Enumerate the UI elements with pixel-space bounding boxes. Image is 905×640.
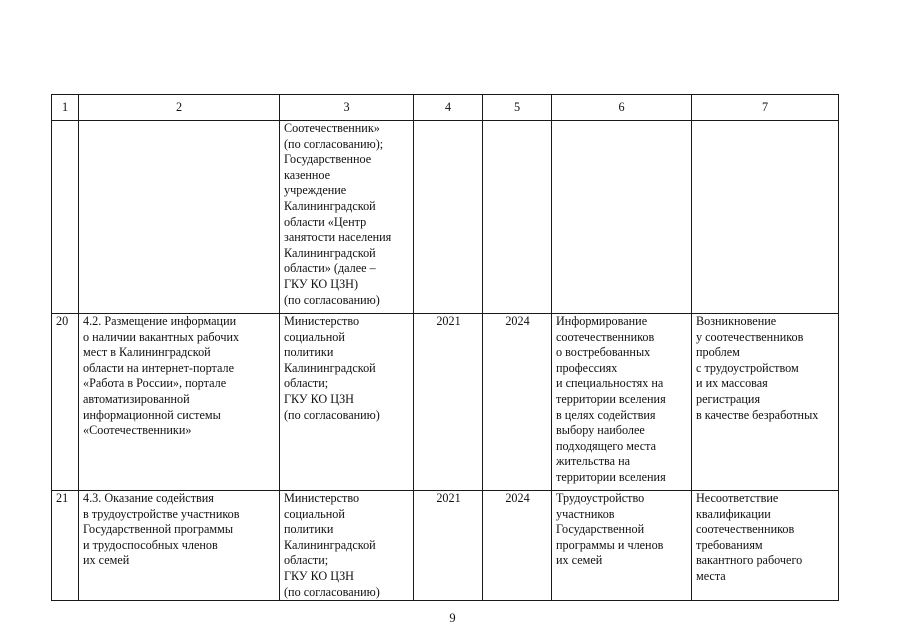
executor-line: области» (далее – [284, 261, 376, 276]
executor-line: социальной [284, 329, 345, 344]
measure-line: мест в Калининградской [83, 345, 211, 360]
start-year-cell: 2021 [414, 491, 483, 601]
column-number-row [52, 95, 839, 121]
result-line: и специальностях на [556, 376, 664, 391]
result-line: соотечественников [556, 329, 655, 344]
executor-line: Калининградской [284, 245, 376, 260]
result-line: в целях содействия [556, 407, 656, 422]
executor-line: Калининградской [284, 360, 376, 375]
column-number-cell: 4 [414, 95, 483, 121]
executor-line: области «Центр [284, 214, 367, 229]
executor-line: Государственное [284, 152, 372, 167]
result-line: о востребованных [556, 345, 651, 360]
measure-line: автоматизированной [83, 391, 190, 406]
result-line: выбору наиболее [556, 423, 645, 438]
row-number-cell [52, 121, 79, 314]
risk-line: и их массовая [696, 376, 768, 391]
result-line: Информирование [556, 314, 648, 328]
result-cell [552, 491, 692, 601]
program-measures-table [51, 94, 839, 601]
executor-line: (по согласованию) [284, 584, 380, 599]
executor-line: ГКУ КО ЦЗН [284, 391, 354, 406]
measure-cell [79, 491, 280, 601]
executor-line: социальной [284, 506, 345, 521]
risk-line: проблем [696, 345, 740, 360]
table-row [52, 314, 839, 491]
executor-line: ГКУ КО ЦЗН) [284, 276, 359, 291]
risk-line: требованиям [696, 537, 763, 552]
page-number: 9 [449, 611, 456, 625]
risk-cell [692, 491, 839, 601]
measure-line: и трудоспособных членов [83, 537, 218, 552]
executor-line: политики [284, 345, 334, 360]
executor-line: (по согласованию) [284, 292, 380, 307]
column-number-cell: 7 [692, 95, 839, 121]
executor-cell [280, 491, 414, 601]
executor-cell [280, 314, 414, 491]
result-cell [552, 314, 692, 491]
row-number-cell: 21 [52, 491, 79, 601]
executor-line: Калининградской [284, 537, 376, 552]
measure-line: их семей [83, 553, 130, 568]
measure-cell [79, 121, 280, 314]
measure-line: области на интернет-портале [83, 360, 234, 375]
measure-line: Государственной программы [83, 522, 234, 537]
result-line: профессиях [556, 360, 618, 375]
start-year-cell [414, 121, 483, 314]
measure-line: «Работа в России», портале [83, 376, 227, 391]
executor-line: ГКУ КО ЦЗН [284, 568, 354, 583]
executor-line: политики [284, 522, 334, 537]
result-line: программы и членов [556, 537, 664, 552]
column-number-cell: 5 [483, 95, 552, 121]
measure-line: 4.3. Оказание содействия [83, 491, 214, 505]
executor-line: Министерство [284, 491, 360, 505]
executor-line: Министерство [284, 314, 360, 328]
result-line: жительства на [556, 454, 631, 469]
start-year-cell: 2021 [414, 314, 483, 491]
measure-line: информационной системы [83, 407, 221, 422]
executor-line: (по согласованию) [284, 407, 380, 422]
risk-cell [692, 121, 839, 314]
result-line: Государственной [556, 522, 645, 537]
executor-line: казенное [284, 167, 331, 182]
measure-line: 4.2. Размещение информации [83, 314, 237, 328]
column-number-cell: 3 [280, 95, 414, 121]
end-year-cell: 2024 [483, 314, 552, 491]
result-line: подходящего места [556, 438, 656, 453]
risk-line: у соотечественников [696, 329, 804, 344]
risk-line: Несоответствие [696, 491, 779, 505]
measure-line: в трудоустройстве участников [83, 506, 240, 521]
risk-line: соотечественников [696, 522, 795, 537]
end-year-cell [483, 121, 552, 314]
risk-cell [692, 314, 839, 491]
column-number-cell: 6 [552, 95, 692, 121]
executor-line: области; [284, 553, 329, 568]
row-number-cell: 20 [52, 314, 79, 491]
result-line: участников [556, 506, 615, 521]
measure-cell [79, 314, 280, 491]
risk-line: Возникновение [696, 314, 777, 328]
risk-line: регистрация [696, 391, 761, 406]
executor-line: (по согласованию); [284, 136, 384, 151]
column-number-cell: 2 [79, 95, 280, 121]
executor-line: учреждение [284, 183, 347, 198]
measure-line: о наличии вакантных рабочих [83, 329, 240, 344]
result-line: Трудоустройство [556, 491, 645, 505]
executor-line: Калининградской [284, 198, 376, 213]
column-number-cell: 1 [52, 95, 79, 121]
executor-line: Соотечественник» [284, 121, 380, 135]
executor-line: области; [284, 376, 329, 391]
measure-line: «Соотечественники» [83, 423, 192, 438]
result-line: их семей [556, 553, 603, 568]
executor-line: занятости населения [284, 230, 392, 245]
table-row [52, 121, 839, 314]
risk-line: вакантного рабочего [696, 553, 803, 568]
risk-line: места [696, 568, 726, 583]
executor-cell [280, 121, 414, 314]
end-year-cell: 2024 [483, 491, 552, 601]
result-cell [552, 121, 692, 314]
result-line: территории вселения [556, 469, 666, 484]
result-line: территории вселения [556, 391, 666, 406]
table-row [52, 491, 839, 601]
risk-line: в качестве безработных [696, 407, 819, 422]
risk-line: с трудоустройством [696, 360, 799, 375]
risk-line: квалификации [696, 506, 771, 521]
